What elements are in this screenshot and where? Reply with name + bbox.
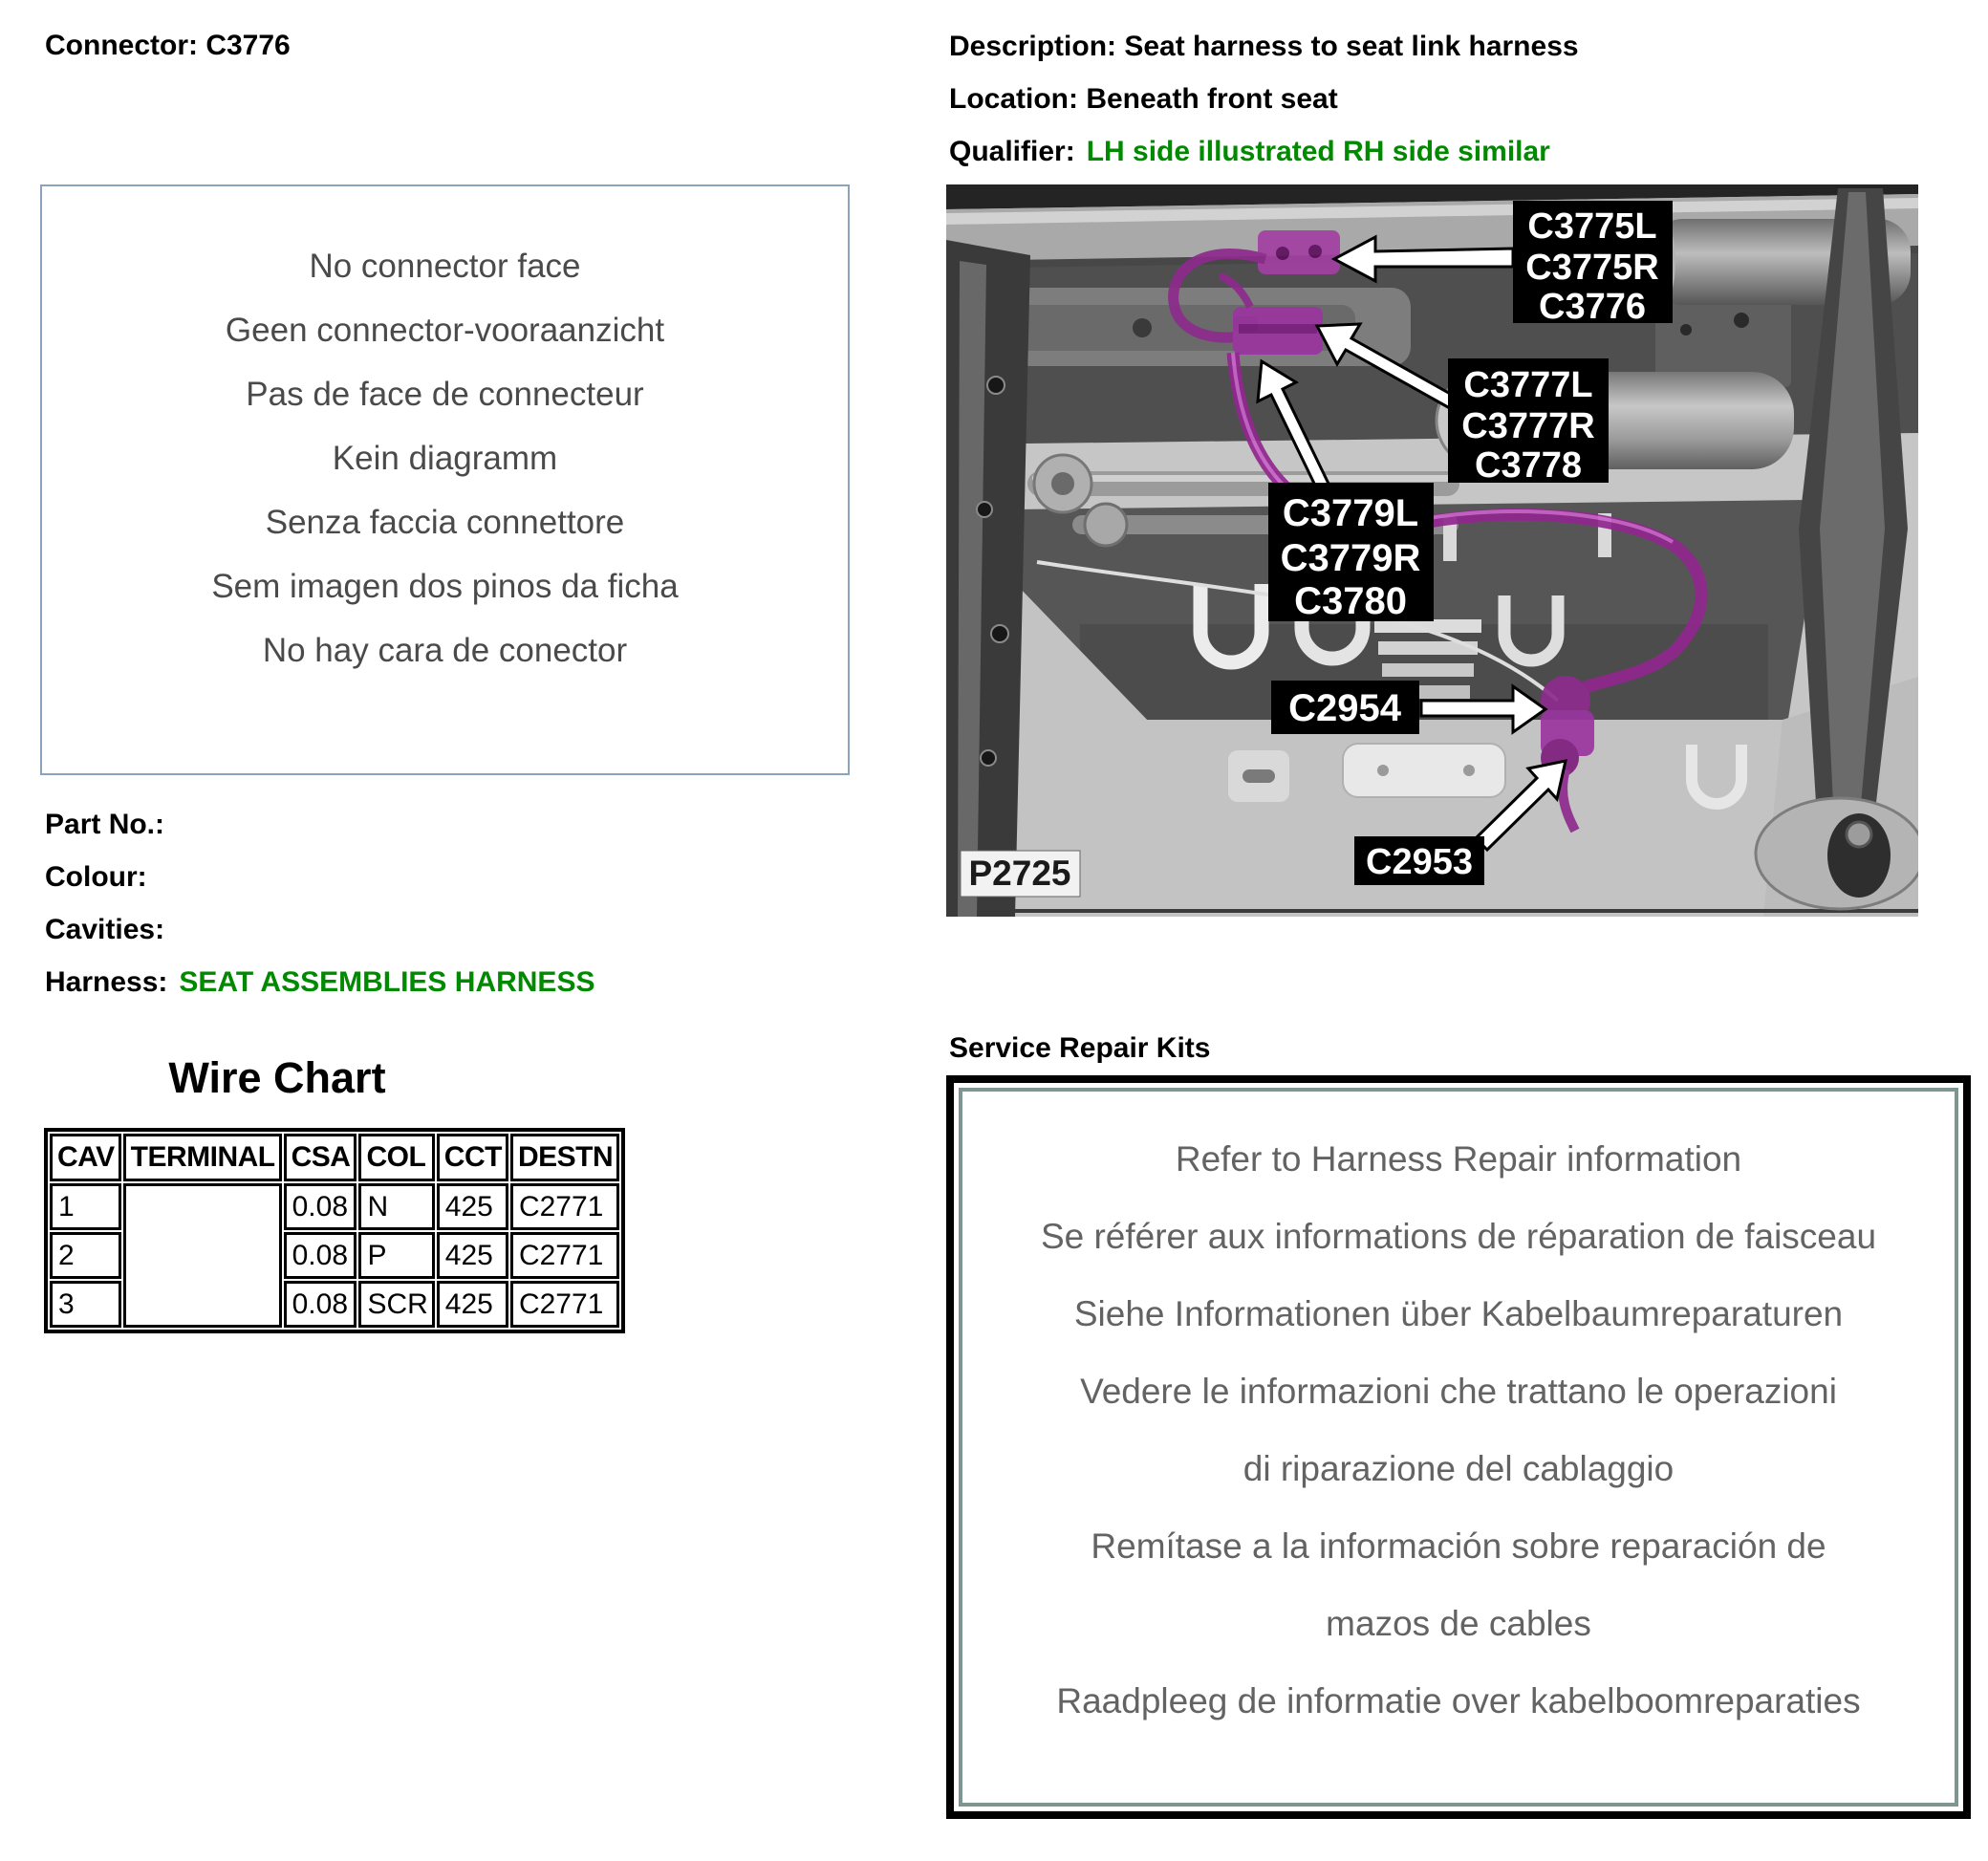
service-repair-kits-box (946, 1075, 1971, 1819)
cell-cav-2: 2 (50, 1232, 121, 1279)
service-line-es2: mazos de cables (1326, 1604, 1591, 1643)
callout-c2954: C2954 (1288, 687, 1401, 729)
callout-p2725: P2725 (968, 854, 1071, 893)
cell-destn-1: C2771 (510, 1183, 619, 1230)
callout-c3778: C3778 (1475, 445, 1582, 486)
page-title: Connector: C3776 (45, 30, 291, 61)
cell-csa-2: 0.08 (284, 1232, 357, 1279)
service-repair-kits-inner (959, 1088, 1958, 1807)
no-face-line-en: No connector face (309, 248, 581, 285)
table-header-row (50, 1134, 619, 1181)
harness-line (45, 956, 594, 1008)
col-header-destn: DESTN (510, 1134, 619, 1181)
service-line-es1: Remítase a la información sobre reparación de (1091, 1526, 1826, 1566)
service-line-it2: di riparazione del cablaggio (1242, 1449, 1675, 1488)
connector-header-info (949, 20, 1579, 178)
cell-cct-3: 425 (437, 1281, 508, 1328)
cell-cav-1: 1 (50, 1183, 121, 1230)
callout-c3780: C3780 (1294, 580, 1407, 622)
no-face-line-es: No hay cara de conector (262, 632, 628, 669)
harness-value: SEAT ASSEMBLIES HARNESS (179, 966, 595, 998)
wire-chart-table (44, 1128, 625, 1333)
no-face-line-de: Kein diagramm (332, 440, 558, 477)
service-line-en: Refer to Harness Repair information (1175, 1139, 1742, 1179)
connector-details (45, 798, 594, 1008)
harness-label: Harness: (45, 966, 168, 998)
table-row (50, 1183, 619, 1230)
seat-illustration-svg (946, 184, 1918, 917)
callout-c3777l: C3777L (1463, 365, 1593, 405)
col-header-col: COL (358, 1134, 434, 1181)
qualifier-value: LH side illustrated RH side similar (1086, 136, 1550, 167)
cell-destn-2: C2771 (510, 1232, 619, 1279)
no-connector-face-box (40, 184, 850, 775)
callout-c2953: C2953 (1366, 842, 1473, 882)
description-line: Description: Seat harness to seat link harness (949, 31, 1579, 62)
cell-destn-3: C2771 (510, 1281, 619, 1328)
colour-label: Colour: (45, 861, 147, 893)
cell-csa-3: 0.08 (284, 1281, 357, 1328)
cell-col-2: P (358, 1232, 434, 1279)
service-line-fr: Se référer aux informations de réparation de faisceau (1040, 1217, 1877, 1256)
cell-cav-3: 3 (50, 1281, 121, 1328)
service-line-it1: Vedere le informazioni che trattano le operazioni (1080, 1372, 1837, 1411)
seat-harness-illustration (946, 184, 1918, 917)
location-line: Location: Beneath front seat (949, 83, 1338, 115)
cell-csa-1: 0.08 (284, 1183, 357, 1230)
col-header-cav: CAV (50, 1134, 121, 1181)
service-line-nl: Raadpleeg de informatie over kabelboomreparaties (1056, 1681, 1861, 1720)
callout-c3779l: C3779L (1282, 492, 1419, 534)
qualifier-label: Qualifier: (949, 136, 1075, 167)
cavities-label: Cavities: (45, 914, 165, 945)
callout-c3775r: C3775R (1525, 248, 1659, 288)
col-header-terminal: TERMINAL (123, 1134, 282, 1181)
cell-cct-1: 425 (437, 1183, 508, 1230)
col-header-cct: CCT (437, 1134, 508, 1181)
callout-c3775l: C3775L (1527, 206, 1657, 247)
col-header-csa: CSA (284, 1134, 357, 1181)
cell-cct-2: 425 (437, 1232, 508, 1279)
wire-chart-title: Wire Chart (168, 1053, 386, 1102)
callout-c3776: C3776 (1539, 287, 1646, 327)
cell-col-1: N (358, 1183, 434, 1230)
no-face-line-pt: Sem imagen dos pinos da ficha (211, 568, 679, 605)
qualifier-line (949, 125, 1579, 178)
callout-c3779r: C3779R (1280, 537, 1421, 579)
cell-col-3: SCR (358, 1281, 434, 1328)
no-face-line-nl: Geen connector-vooraanzicht (225, 312, 665, 349)
part-no-label: Part No.: (45, 809, 165, 840)
callout-c3777r: C3777R (1461, 406, 1595, 446)
no-face-line-fr: Pas de face de connecteur (246, 376, 644, 413)
service-repair-kits-title: Service Repair Kits (949, 1032, 1211, 1064)
cell-terminal (123, 1183, 282, 1328)
service-line-de: Siehe Informationen über Kabelbaumreparaturen (1073, 1294, 1844, 1333)
no-face-line-it: Senza faccia connettore (265, 504, 625, 541)
